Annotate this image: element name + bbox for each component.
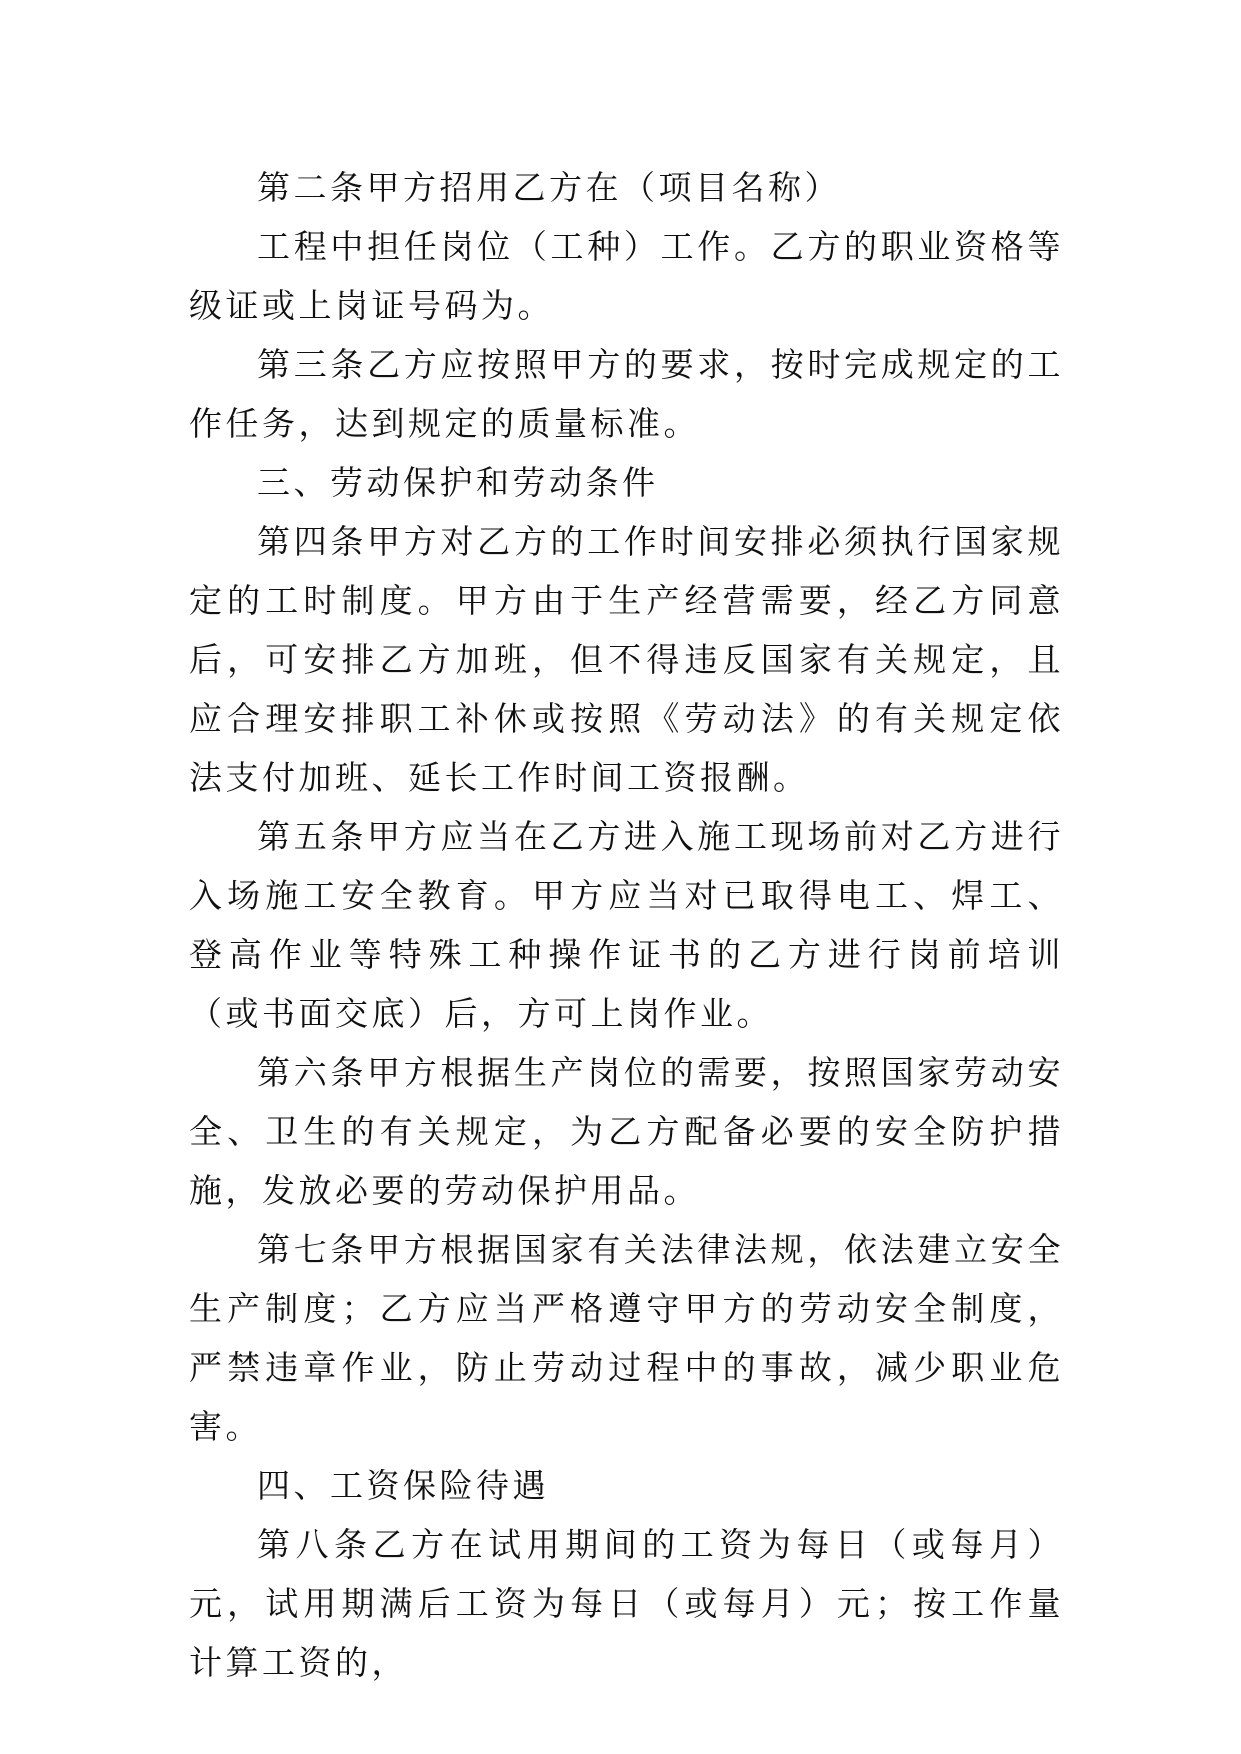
paragraph-article-2-cont: 工程中担任岗位（工种）工作。乙方的职业资格等级证或上岗证号码为。: [189, 227, 1064, 325]
paragraph-article-7: 第七条甲方根据国家有关法律法规，依法建立安全生产制度；乙方应当严格遵守甲方的劳动安全制度，严禁违章作业，防止劳动过程中的事故，减少职业危害。: [189, 1230, 1064, 1446]
section-heading-4: 四、工资保险待遇: [257, 1466, 549, 1505]
paragraph-article-2: 第二条甲方招用乙方在（项目名称）: [257, 168, 841, 207]
paragraph-article-3: 第三条乙方应按照甲方的要求，按时完成规定的工作任务，达到规定的质量标准。: [189, 345, 1064, 443]
paragraph-article-4: 第四条甲方对乙方的工作时间安排必须执行国家规定的工时制度。甲方由于生产经营需要，经乙方同意后，可安排乙方加班，但不得违反国家有关规定，且应合理安排职工补休或按照《劳动法》的有关规定依法支付加班、延长工作时间工资报酬。: [189, 522, 1064, 797]
paragraph-article-6: 第六条甲方根据生产岗位的需要，按照国家劳动安全、卫生的有关规定，为乙方配备必要的安全防护措施，发放必要的劳动保护用品。: [189, 1053, 1064, 1210]
paragraph-article-5: 第五条甲方应当在乙方进入施工现场前对乙方进行入场施工安全教育。甲方应当对已取得电工、焊工、登高作业等特殊工种操作证书的乙方进行岗前培训（或书面交底）后，方可上岗作业。: [189, 817, 1064, 1033]
document-body: [189, 158, 1064, 1692]
section-heading-3: 三、劳动保护和劳动条件: [257, 463, 659, 502]
paragraph-article-8: 第八条乙方在试用期间的工资为每日（或每月）元，试用期满后工资为每日（或每月）元；按工作量计算工资的，: [189, 1525, 1064, 1682]
